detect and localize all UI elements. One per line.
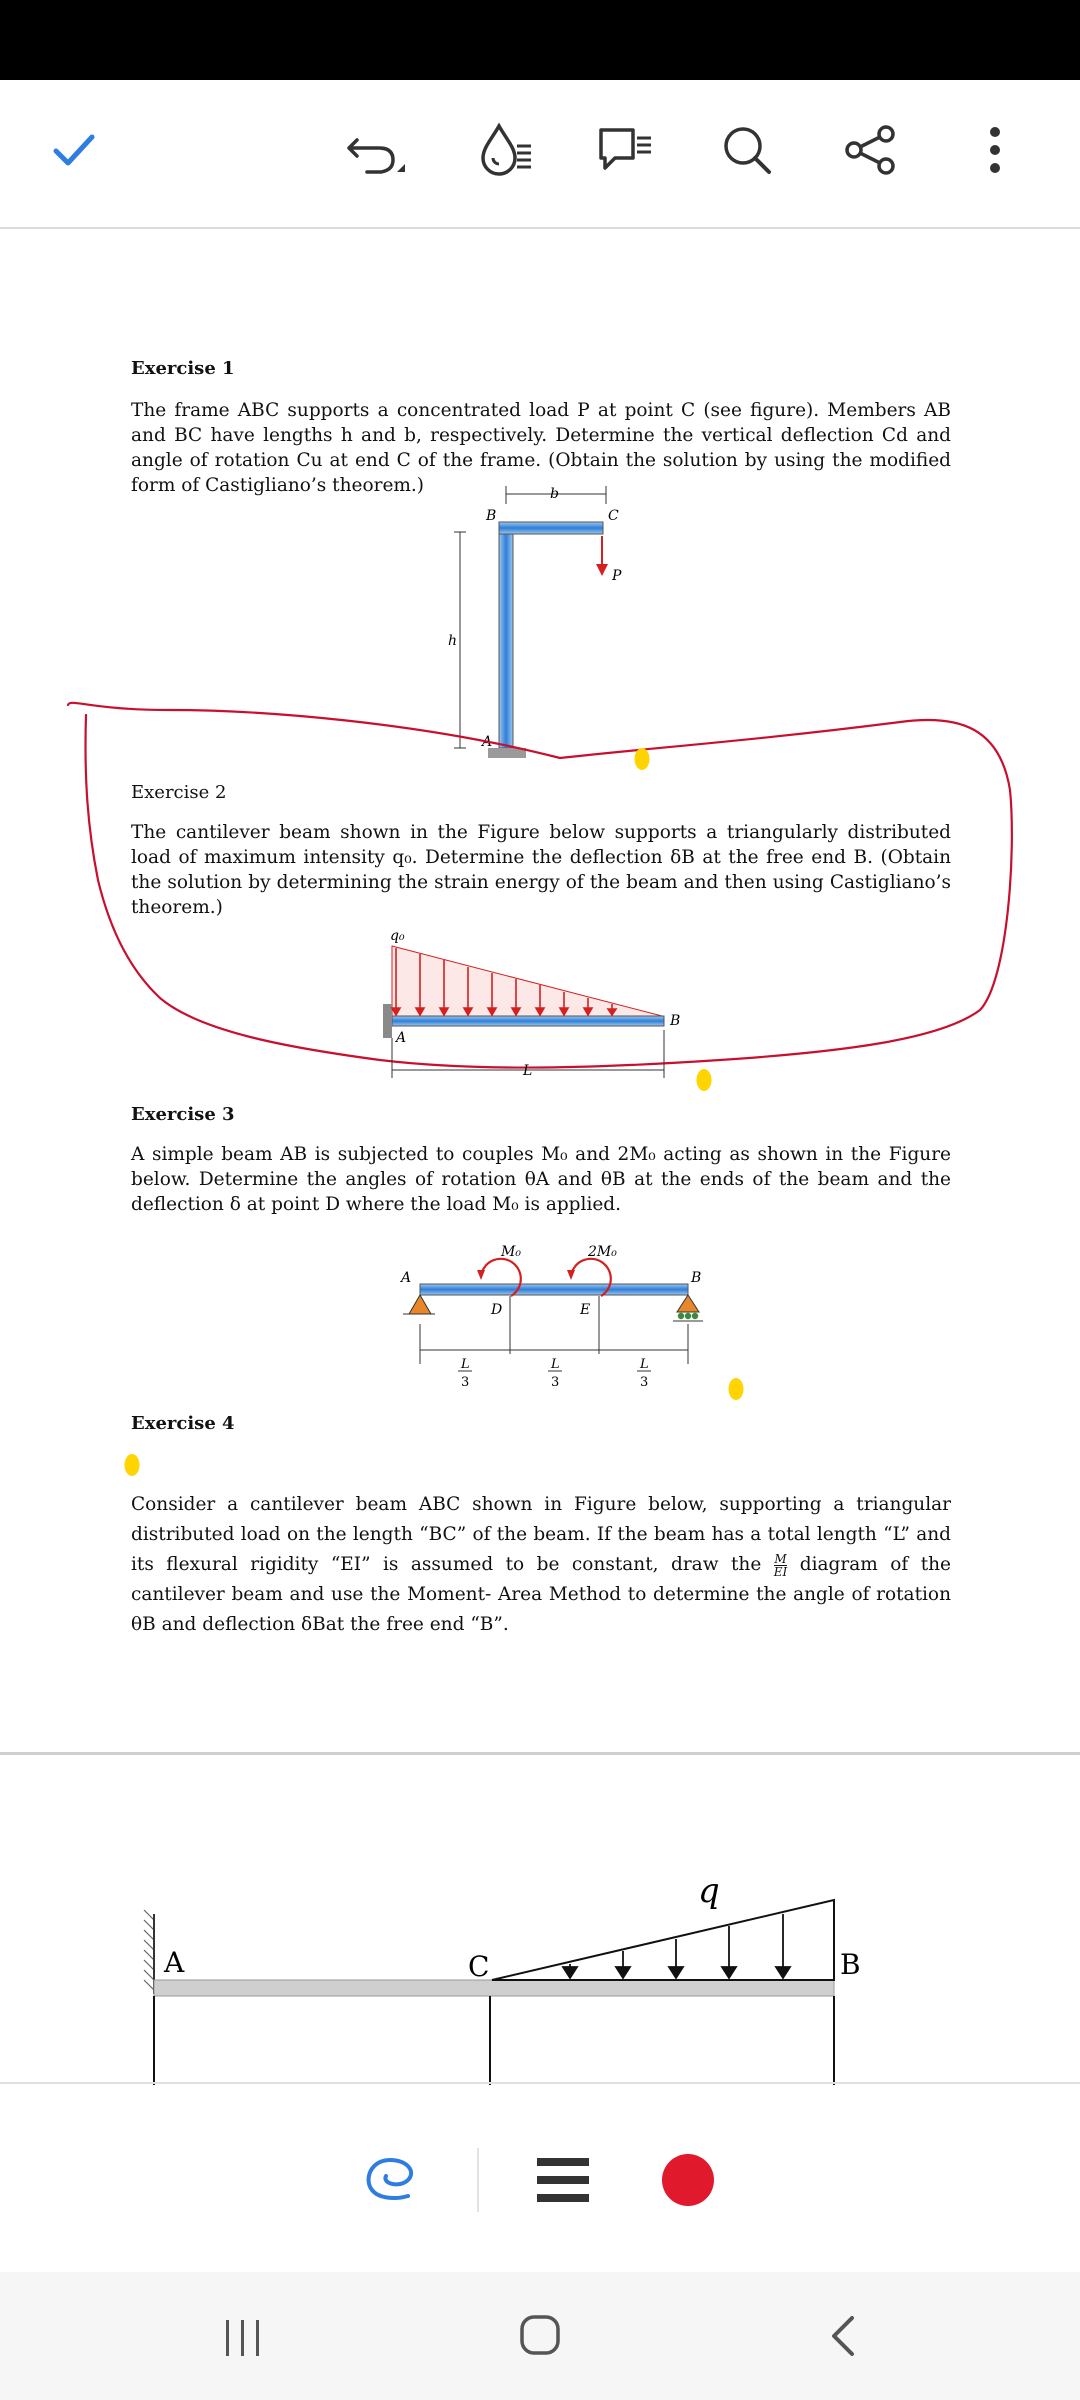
label-l-third: L [461, 1357, 470, 1372]
pen-toolbar-divider [0, 2082, 1080, 2084]
undo-icon[interactable] [340, 115, 410, 185]
fraction-numerator: M [774, 1551, 787, 1566]
label-b-length: b [550, 486, 559, 502]
exercise4-text-before: Consider a cantilever beam ABC shown in Figure below, supporting a triangular distributed load on the length “BC” of the beam. If the beam has a total length “L” and its flexural rigidity “EI” is assumed to be constant, draw the [131, 1494, 951, 1575]
label-l-third: L [640, 1357, 649, 1372]
menu-icon[interactable] [535, 2152, 595, 2208]
label-c-point: C [608, 508, 619, 524]
eraser-icon[interactable] [360, 2150, 430, 2210]
beam-abc [154, 1980, 834, 1996]
pin-support-a [409, 1295, 431, 1314]
member-bc [499, 522, 603, 534]
exercise3-title: Exercise 3 [131, 1104, 235, 1125]
toolbar-divider [0, 227, 1080, 229]
label-h-length: h [448, 633, 458, 649]
exercise4-title: Exercise 4 [131, 1413, 235, 1434]
label-three: 3 [461, 1375, 470, 1390]
label-m0: M₀ [501, 1244, 521, 1260]
page-divider [0, 1752, 1080, 1755]
label-a-point: A [164, 1946, 185, 1979]
exercise2-title: Exercise 2 [131, 782, 227, 803]
label-b-point: B [670, 1013, 681, 1029]
label-b-point: B [691, 1270, 702, 1286]
comment-icon[interactable] [590, 115, 660, 185]
cantilever-figure [370, 918, 700, 1128]
label-a-point: A [401, 1270, 412, 1286]
more-icon[interactable] [960, 115, 1030, 185]
label-a-point: A [396, 1030, 407, 1046]
label-q0: q₀ [390, 928, 405, 944]
label-a-point: A [482, 734, 493, 750]
label-e-point: E [580, 1302, 591, 1318]
label-l-third: L [551, 1357, 560, 1372]
label-three: 3 [551, 1375, 560, 1390]
check-icon[interactable] [38, 115, 108, 185]
beam-ab [420, 1284, 688, 1295]
label-b-point: B [486, 508, 497, 524]
recent-apps-icon[interactable] [218, 2312, 268, 2362]
pen-icon[interactable] [470, 115, 540, 185]
highlight-dot [632, 744, 652, 774]
simple-beam-figure [395, 1234, 725, 1404]
exercise4-text [131, 1490, 951, 1640]
highlight-dot [122, 1450, 142, 1480]
label-q: q [698, 1871, 720, 1911]
label-b-point: B [840, 1948, 861, 1981]
exercise3-text: A simple beam AB is subjected to couples M₀ and 2M₀ acting as shown in the Figure below. Determine the angles of rotation θA and θB at the ends of the beam and the deflection δ at point D where the load M₀ is applied. [131, 1144, 951, 1215]
roller-support-b [677, 1295, 699, 1312]
highlight-dot [726, 1374, 746, 1404]
beam-ab [392, 1016, 664, 1026]
top-toolbar [0, 80, 1080, 228]
pen-toolbar-separator [477, 2148, 479, 2212]
label-2m0: 2M₀ [588, 1244, 617, 1260]
exercise1-text: The frame ABC supports a concentrated load P at point C (see figure). Members AB and BC have lengths h and b, respectively. Determine the vertical deflection Cd and angle of rotation Cu at end C of the frame. (Obtain the solution by using the modified form of Castigliano’s theorem.) [131, 400, 951, 496]
share-icon[interactable] [835, 115, 905, 185]
search-icon[interactable] [712, 115, 782, 185]
fraction-denominator: EI [773, 1564, 788, 1579]
label-l-length: L [523, 1063, 533, 1079]
fraction-m-ei [774, 1553, 788, 1578]
label-three: 3 [640, 1375, 649, 1390]
wall-support [383, 1004, 392, 1038]
label-p-load: P [612, 568, 622, 584]
back-icon[interactable] [820, 2310, 870, 2360]
exercise1-title: Exercise 1 [131, 358, 235, 379]
label-d-point: D [491, 1302, 503, 1318]
home-icon[interactable] [515, 2310, 565, 2360]
exercise4-text-after: diagram of the cantilever beam and use the Moment- Area Method to determine the angle of rotation θB and deflection δBat the free end “B”. [131, 1554, 951, 1635]
status-bar [0, 0, 1080, 80]
exercise2-text: The cantilever beam shown in the Figure below supports a triangularly distributed load of maximum intensity q₀. Determine the deflection δB at the free end B. (Obtain the solution by determining the strain energy of the beam and then using Castigliano’s theorem.) [131, 822, 951, 918]
cantilever-abc-figure [140, 1870, 900, 2085]
record-icon[interactable] [660, 2152, 716, 2208]
label-c-point: C [468, 1950, 490, 1983]
